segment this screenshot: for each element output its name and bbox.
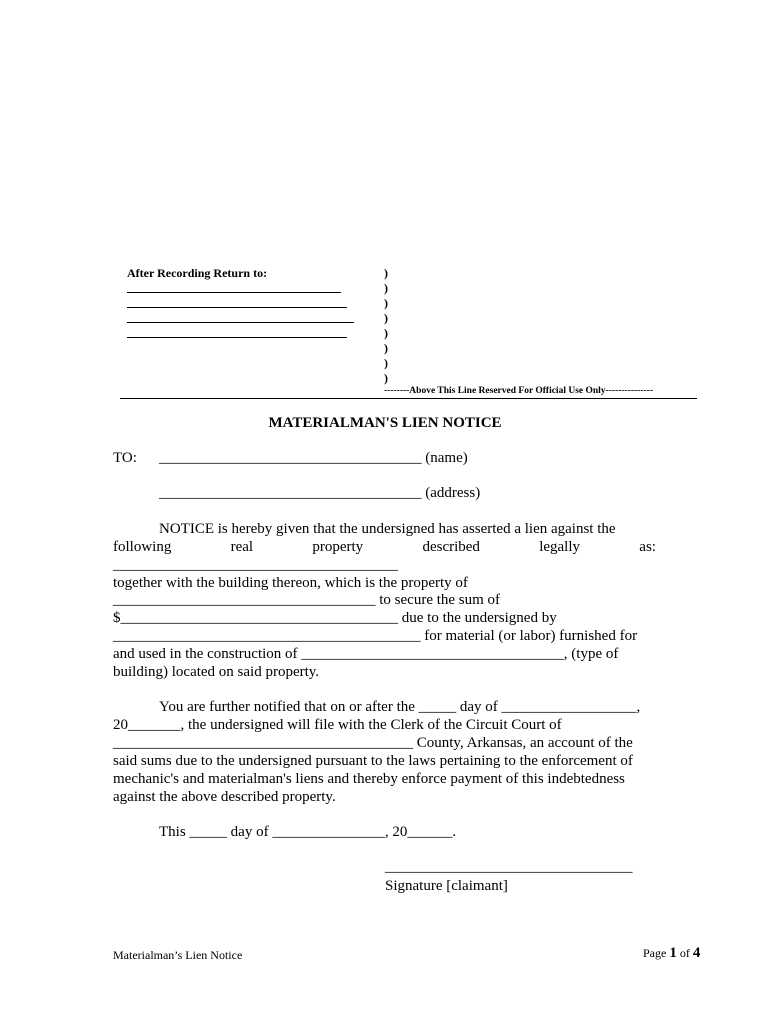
further-text-line: said sums due to the undersigned pursuant to the laws pertaining to the enforcement of [113,753,633,769]
filing-date-line: You are further notified that on or after the _____ day of __________________, [159,699,641,715]
bracket-paren: ) [384,266,388,280]
filing-year-line: 20_______, the undersigned will file with the Clerk of the Circuit Court of [113,717,562,733]
document-title: MATERIALMAN'S LIEN NOTICE [268,415,502,431]
amount-field-line: $_____________________________________ due to the undersigned by [113,610,557,626]
footer-document-name: Materialman’s Lien Notice [113,948,243,962]
notice-word: property [312,539,364,555]
notice-justified-line [113,538,656,556]
legal-description-field: ______________________________________ [113,557,398,573]
bracket-paren: ) [384,371,388,385]
return-to-label: After Recording Return to: [127,266,268,280]
bracket-paren: ) [384,341,388,355]
official-use-divider [120,398,697,399]
official-use-notice: --------Above This Line Reserved For Official Use Only--------------- [384,386,654,396]
owner-field-line: ___________________________________ to secure the sum of [113,592,501,608]
page-prefix: Page [643,946,670,960]
bracket-paren: ) [384,311,388,325]
notice-word: as: [639,539,656,555]
page-current: 1 [669,945,677,961]
county-field-line: ________________________________________ County, Arkansas, an account of the [113,735,633,751]
notice-text-line: together with the building thereon, which is the property of [113,575,468,591]
further-text-line: mechanic's and materialman's liens and thereby enforce payment of this indebtedness [113,771,625,787]
notice-word: legally [539,539,581,555]
bracket-paren: ) [384,281,388,295]
return-address-line [127,337,347,338]
bracket-paren: ) [384,326,388,340]
construction-field-line: and used in the construction of ___________________________________, (type of [113,646,619,662]
notice-word: real [230,539,254,555]
notice-text-line: NOTICE is hereby given that the undersigned has asserted a lien against the [159,521,616,537]
dated-line: This _____ day of _______________, 20______. [159,824,457,840]
to-label: TO: [113,450,137,466]
signature-line: _________________________________ [385,859,633,875]
notice-word: described [422,539,480,555]
further-text-line: against the above described property. [113,789,336,805]
return-address-line [127,307,347,308]
page-total: 4 [692,945,701,961]
bracket-paren: ) [384,356,388,370]
return-address-line [127,322,354,323]
debtor-field-line: _________________________________________ for material (or labor) furnished for [113,628,638,644]
recipient-address-field: ___________________________________ (address) [159,485,481,501]
page-of: of [676,946,693,960]
return-address-line [127,292,341,293]
signature-label: Signature [claimant] [385,878,508,894]
notice-text-line: building) located on said property. [113,664,320,680]
page-number [643,945,700,962]
recipient-name-field: ___________________________________ (name) [159,450,468,466]
notice-word: following [113,539,172,555]
bracket-paren: ) [384,296,388,310]
